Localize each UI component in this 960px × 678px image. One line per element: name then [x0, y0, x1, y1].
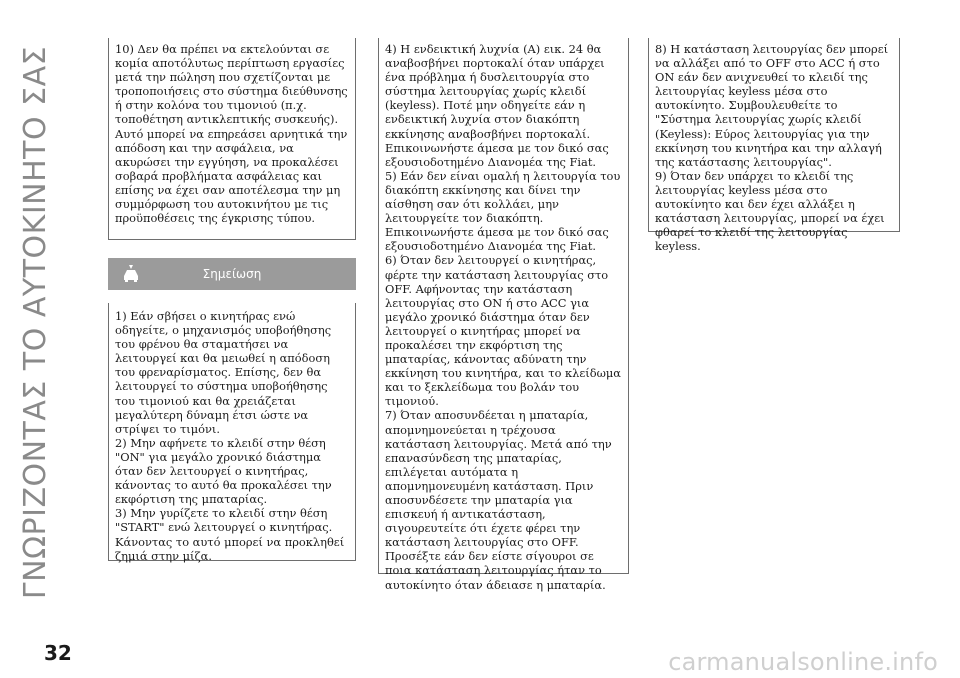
note-header-label: Σημείωση: [202, 267, 262, 281]
note-paragraph: 9) Όταν δεν υπάρχει το κλειδί της λειτουργίας keyless μέσα στο αυτοκίνητο και δεν έχει αλλάξει η κατάσταση λειτουργίας, μπορεί να έχει φθαρεί το κλειδί της λειτουργίας keyless.: [655, 168, 885, 254]
note-paragraph: 2) Μην αφήνετε το κλειδί στην θέση "ON" για μεγάλο χρονικό διάστημα όταν δεν λειτουργεί ο κινητήρας, κάνοντας το αυτό θα προκαλέσει την εκφόρτιση της μπαταρίας.: [115, 435, 332, 507]
note-paragraph: 10) Δεν θα πρέπει να εκτελούνται σε κομία αποτόλυτως περίπτωση εργασίες μετά την πώληση που σχετίζονται με τροποποιήσεις στο σύστημα διεύθυνσης ή στην κολόνα του τιμονιού (π.χ. τοποθέτηση αντικλεπτικής συσκευής). Αυτό μπορεί να επηρεάσει αρνητικά την απόδοση και την ασφάλεια, να ακυρώσει την εγγύηση, να προκαλέσει σοβαρά προβλήματα ασφάλειας και επίσης να έχει σαν αποτέλεσμα την μη συμμόρφωση του αυτοκινήτου με τις προϋποθέσεις της έγκρισης τύπου.: [115, 42, 348, 226]
note-text-column1-bottom: [115, 309, 349, 563]
note-paragraph: 3) Μην γυρίζετε το κλειδί στην θέση "START" ενώ λειτουργεί ο κινητήρας. Κάνοντας το αυτό μπορεί να προκληθεί ζημιά στην μίζα.: [115, 506, 345, 563]
page-number: 32: [44, 641, 72, 665]
note-box-items-1-3: [108, 303, 356, 561]
note-box-items-4-7: [378, 38, 629, 592]
car-warning-icon: [120, 264, 142, 284]
note-box-items-8-9: [648, 38, 900, 254]
note-text-column2: [385, 42, 622, 592]
note-box-item-10: [108, 38, 356, 240]
note-paragraph: 4) Η ενδεικτική λυχνία (A) εικ. 24 θα αναβοσβήνει πορτοκαλί όταν υπάρχει ένα πρόβλημα ή δυσλειτουργία στο σύστημα λειτουργίας χωρίς κλειδί (keyless). Ποτέ μην οδηγείτε εάν η ενδεικτική λυχνία στον διακόπτη εκκίνησης αναβοσβήνει πορτοκαλί. Επικοινωνήστε άμεσα με τον δικό σας εξουσιοδοτημένο Διανομέα της Fiat.: [385, 42, 609, 169]
note-paragraph: 7) Όταν αποσυνδέεται η μπαταρία, απομνημονεύεται η τρέχουσα κατάσταση λειτουργίας. Μετά από την επανασύνδεση της μπαταρίας, επιλέγεται αυτόματα η απομνημονευμένη κατάσταση. Πριν αποσυνδέσετε την μπαταρία για επισκευή ή αντικατάσταση, σιγουρευτείτε ότι έχετε φέρει την κατάσταση λειτουργίας στο OFF. Προσέξτε εάν δεν είστε σίγουροι σε ποια κατάσταση λειτουργίας ήταν το αυτοκίνητο όταν άδειασε η μπαταρία.: [385, 408, 612, 592]
section-title-text: ΓΝΩΡΙΖΟΝΤΑΣ ΤΟ ΑΥΤΟΚΙΝΗΤΟ ΣΑΣ: [18, 45, 54, 599]
note-paragraph: 5) Εάν δεν είναι ομαλή η λειτουργία του διακόπτη εκκίνησης και δίνει την αίσθηση σαν ότι κολλάει, μην λειτουργείτε τον διακόπτη. Επικοινωνήστε άμεσα με τον δικό σας εξουσιοδοτημένο Διανομέα της Fiat.: [385, 168, 621, 254]
section-title-vertical: [14, 22, 58, 622]
watermark: carmanualsonline.info: [668, 648, 938, 676]
note-header: [108, 258, 356, 290]
note-paragraph: 1) Εάν σβήσει ο κινητήρας ενώ οδηγείτε, ο μηχανισμός υποβοήθησης του φρένου θα σταματήσει να λειτουργεί και θα μειωθεί η απόδοση του φρεναρίσματος. Επίσης, δεν θα λειτουργεί το σύστημα υποβοήθησης του τιμονιού και θα χρειάζεται μεγαλύτερη δύναμη έτσι ώστε να στρίψει το τιμόνι.: [115, 309, 332, 436]
note-paragraph: 6) Όταν δεν λειτουργεί ο κινητήρας, φέρτε την κατάσταση λειτουργίας στο OFF. Αφήνοντας την κατάσταση λειτουργίας στο ON ή στο ACC για μεγάλο χρονικό διάστημα όταν δεν λειτουργεί ο κινητήρας μπορεί να προκαλέσει την εκφόρτιση της μπαταρίας, κάνοντας αδύνατη την εκκίνηση του κινητήρα, και το κλείδωμα και το ξεκλείδωμα του βολάν του τιμονιού.: [385, 253, 621, 409]
note-text-column3: [655, 42, 893, 253]
note-paragraph: 8) Η κατάσταση λειτουργίας δεν μπορεί να αλλάξει από το OFF στο ACC ή στο ON εάν δεν ανιχνευθεί το κλειδί της λειτουργίας keyless μέσα στο αυτοκίνητο. Συμβουλευθείτε το "Σύστημα λειτουργίας χωρίς κλειδί (Keyless): Εύρος λειτουργίας για την εκκίνηση του κινητήρα και την αλλαγή της κατάστασης λειτουργίας".: [655, 42, 889, 169]
note-text-column1-top: [115, 42, 349, 225]
